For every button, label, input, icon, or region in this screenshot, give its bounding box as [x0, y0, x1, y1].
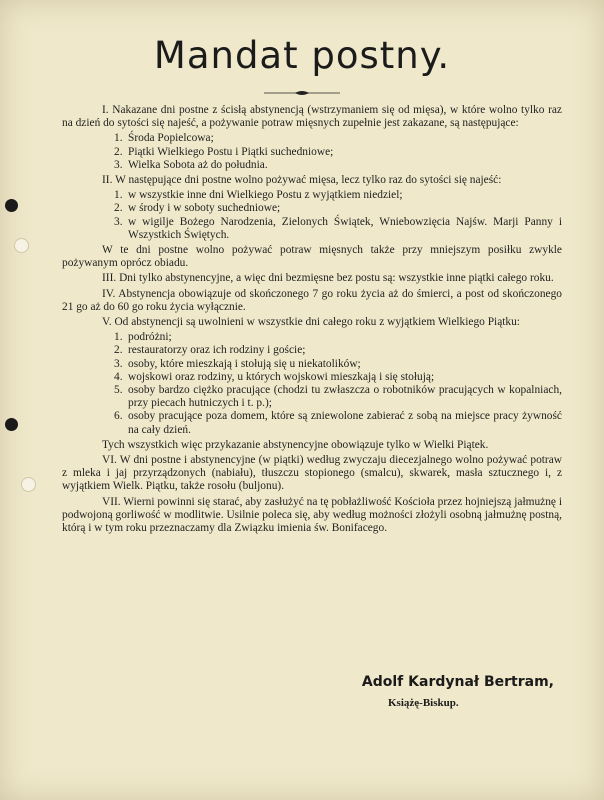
punch-hole: [5, 418, 18, 431]
list-item: 5. osoby bardzo ciężko pracujące (chodzi tu zwłaszcza o robotników pracujących w kopalniach, przy piecach hutniczych i t. p.);: [114, 384, 562, 410]
title-ornament: [262, 90, 342, 96]
list-item: 4. wojskowi oraz rodziny, u których wojskowi mieszkają i się stołują;: [114, 370, 435, 383]
list-item: 3. osoby, które mieszkają i stołują się u niekatolików;: [114, 357, 361, 370]
section-text: V. Od abstynencji są uwolnieni w wszystkie dni całego roku z wyjątkiem Wielkiego Piątku:: [102, 316, 520, 329]
section-list: [62, 331, 562, 437]
list-item: 2. restauratorzy oraz ich rodziny i goście;: [114, 344, 306, 357]
section-text: IV. Abstynencja obowiązuje od skończonego 7 go roku życia aż do śmierci, a post od skończonego 21 go aż do 60 go roku życia wyłącznie.: [62, 287, 562, 313]
section-text: VI. W dni postne i abstynencyjne (w piątki) według zwyczaju diecezjalnego wolno pożywać potraw z mleka i jaj przyrządzonych (nabiału), tłuszczu stopionego (smalcu), skwarek, masła sztucznego i, z wyjątkiem Wielk. Piątku, także rosołu (buljonu).: [62, 454, 562, 493]
list-item: 3. Wielka Sobota aż do południa.: [114, 158, 268, 171]
punch-hole: [14, 238, 29, 253]
signature-role: Książę-Biskup.: [388, 697, 459, 709]
section-text: I. Nakazane dni postne z ścisłą abstynencją (wstrzymaniem się od mięsa), w które wolno tylko raz na dzień do sytości się najeść, a pożywanie potraw mięsnych zupełnie jest zakazane, są następujące:: [62, 104, 562, 130]
document-title: Mandat postny.: [153, 34, 451, 77]
list-item: 2. w środy i w soboty suchedniowe;: [114, 202, 281, 215]
list-item: 3. w wigilje Bożego Narodzenia, Zielonych Świątek, Wniebowzięcia Najśw. Marji Panny i Wszystkich Świętych.: [114, 215, 562, 241]
section-note: W te dni postne wolno pożywać potraw mięsnych także przy mniejszym posiłku zwykle pożywanym oprócz obiadu.: [62, 244, 562, 270]
section-list: [62, 132, 562, 172]
list-item: 1. podróżni;: [114, 331, 172, 344]
list-item: 1. Środa Popielcowa;: [114, 132, 214, 145]
list-item: 2. Piątki Wielkiego Postu i Piątki suchedniowe;: [114, 145, 334, 158]
punch-hole: [5, 199, 18, 212]
list-item: 1. w wszystkie inne dni Wielkiego Postu z wyjątkiem niedziel;: [114, 189, 403, 202]
punch-hole: [21, 477, 36, 492]
section-text: II. W następujące dni postne wolno pożywać mięsa, lecz tylko raz do sytości się najeść:: [102, 174, 502, 187]
section-text: VII. Wierni powinni się starać, aby zasłużyć na tę pobłażliwość Kościoła przez hojniejszą jałmużnę i podwojoną gorliwość w modlitwie. Usilnie poleca się, aby według możności złożyli osobną jałmużnę postną, którą i w tym roku przeznaczamy dla Związku imienia św. Bonifacego.: [62, 495, 562, 535]
section-list: [62, 189, 562, 242]
list-item: 6. osoby pracujące poza domem, które są zniewolone zabierać z sobą na miejsce pracy żywność na cały dzień.: [114, 410, 562, 436]
document-body: [62, 104, 562, 537]
section-text: III. Dni tylko abstynencyjne, a więc dni bezmięsne bez postu są: wszystkie inne piątki całego roku.: [102, 272, 554, 285]
section-note: Tych wszystkich więc przykazanie abstynencyjne obowiązuje tylko w Wielki Piątek.: [102, 438, 489, 451]
signature-name: Adolf Kardynał Bertram,: [361, 674, 554, 690]
